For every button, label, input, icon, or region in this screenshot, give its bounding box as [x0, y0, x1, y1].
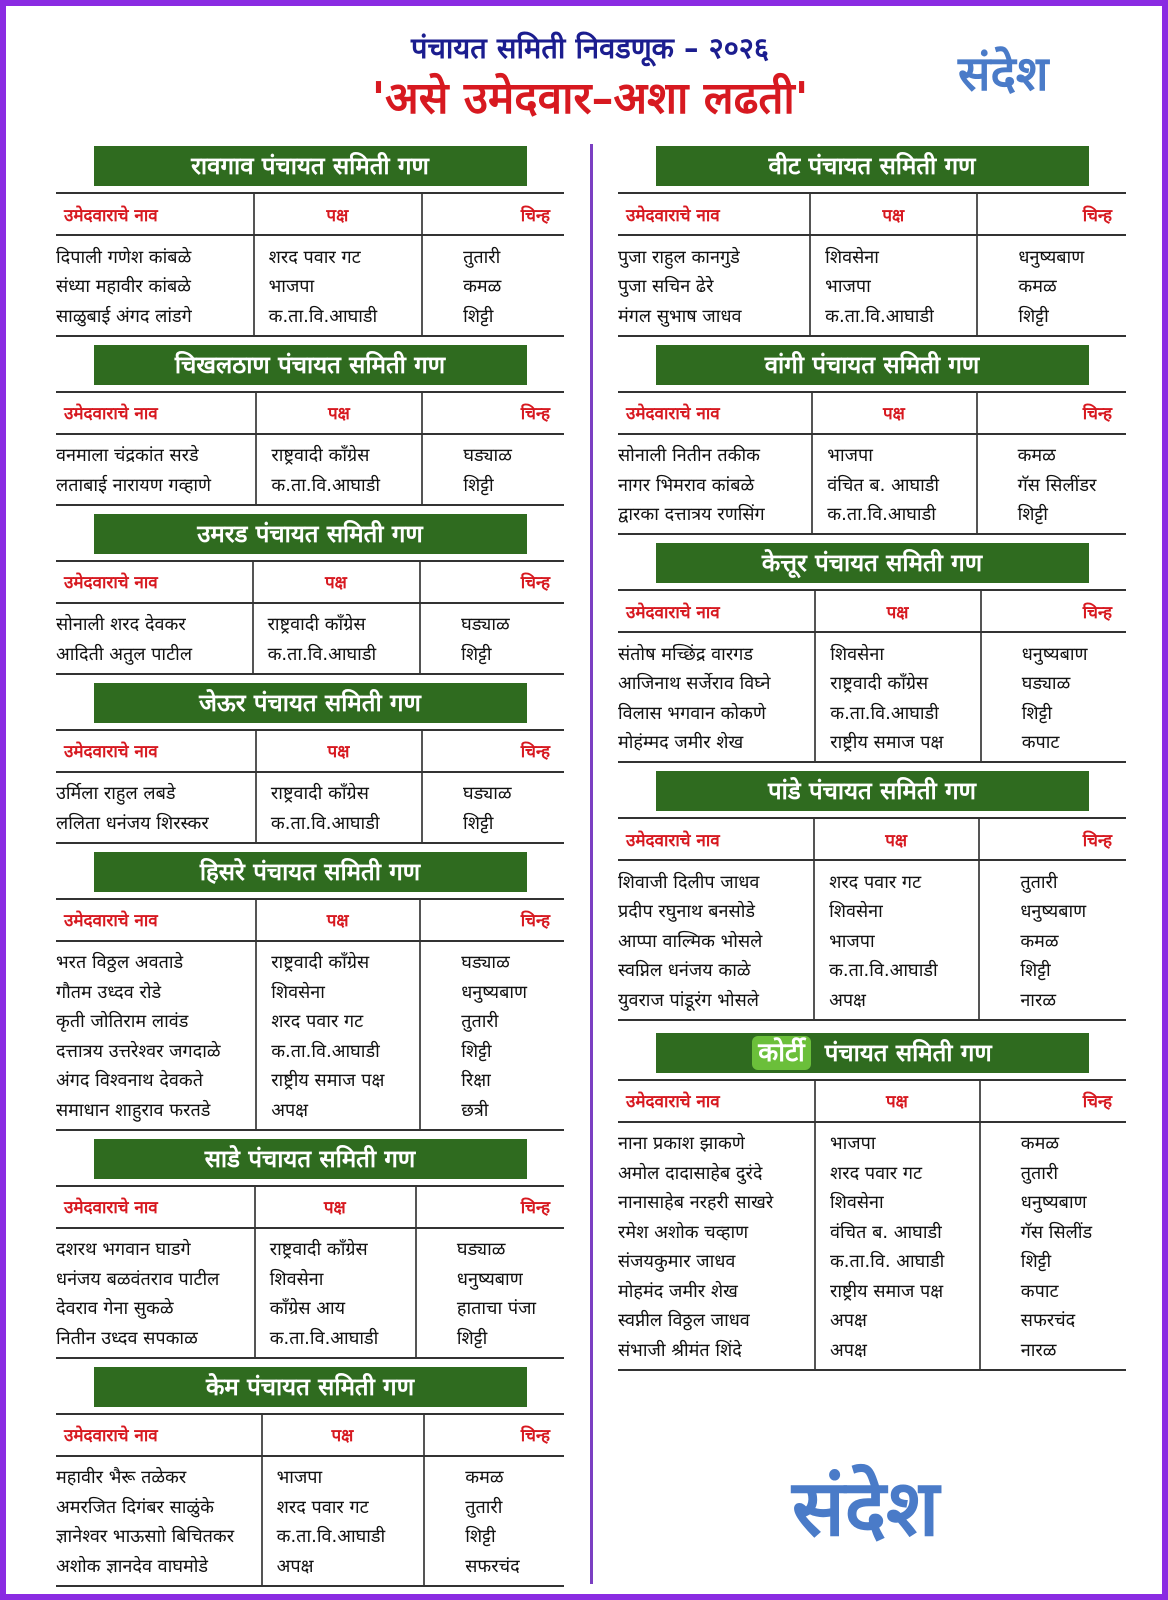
col-header-symbol: चिन्ह [980, 1080, 1126, 1122]
col-header-symbol: चिन्ह [977, 193, 1126, 235]
candidate-party: शिवसेना [815, 632, 980, 669]
constituency-section [56, 345, 564, 506]
candidate-symbol: घड्याळ [981, 669, 1126, 699]
table-row [618, 1188, 1126, 1218]
table-row [618, 956, 1126, 986]
candidate-symbol: धनुष्यबाण [979, 897, 1126, 927]
col-header-party: पक्ष [812, 392, 976, 434]
candidate-symbol: धनुष्यबाण [416, 1264, 564, 1294]
table-row [618, 1247, 1126, 1277]
candidate-table [56, 560, 564, 675]
header-title: 'असे उमेदवार–अशा लढती' [371, 73, 809, 124]
candidate-name: नाना प्रकाश झाकणे [618, 1133, 745, 1155]
col-header-symbol: चिन्ह [424, 1414, 564, 1456]
candidate-party: क.ता.वि.आघाडी [814, 956, 979, 986]
candidate-name: कृती जोतिराम लावंड [56, 1011, 189, 1033]
col-header-symbol: चिन्ह [422, 193, 564, 235]
candidate-name: आप्पा वाल्मिक भोसले [618, 930, 763, 952]
candidate-symbol: कपाट [981, 728, 1126, 763]
col-header-party: पक्ष [810, 193, 977, 235]
candidate-name: लताबाई नारायण गव्हाणे [56, 470, 256, 505]
col-header-name: उमेदवाराचे नाव [618, 193, 810, 235]
constituency-section [618, 146, 1126, 337]
col-header-party: पक्ष [255, 1186, 416, 1228]
candidate-symbol: कमळ [979, 926, 1126, 956]
col-header-symbol: चिन्ह [979, 818, 1126, 860]
table-row [56, 1323, 564, 1358]
candidate-symbol: तुतारी [979, 860, 1126, 897]
candidate-party: राष्ट्रवादी काँग्रेस [255, 1228, 416, 1265]
constituency-section [56, 683, 564, 844]
table-header [618, 1080, 1126, 1122]
candidate-name: सोनाली नितीन तकीक [618, 445, 760, 467]
col-header-name: उमेदवाराचे नाव [56, 1186, 255, 1228]
candidate-party: शरद पवार गट [815, 1158, 980, 1188]
candidate-name: अमोल दादासाहेब दुरंदे [618, 1162, 763, 1184]
candidate-symbol: छत्री [420, 1095, 564, 1130]
col-header-party: पक्ष [256, 730, 422, 772]
candidate-name: द्वारका दत्तात्रय रणसिंग [618, 500, 812, 535]
table-row [56, 639, 564, 674]
candidate-symbol: शिट्टी [420, 639, 564, 674]
candidate-party: भाजपा [254, 272, 422, 302]
candidate-name: ललिता धनंजय शिरस्कर [56, 808, 256, 843]
candidate-party: क.ता.वि.आघाडी [255, 1323, 416, 1358]
table-row [618, 669, 1126, 699]
candidate-party: शिवसेना [815, 1188, 980, 1218]
table-row [618, 1217, 1126, 1247]
candidate-party: क.ता.वि.आघाडी [256, 1036, 420, 1066]
candidate-symbol: शिट्टी [980, 1247, 1126, 1277]
col-header-name: उमेदवाराचे नाव [618, 392, 812, 434]
candidate-table [56, 898, 564, 1131]
candidate-symbol: धनुष्यबाण [980, 1188, 1126, 1218]
table-row [618, 1335, 1126, 1370]
candidate-party: वंचित ब. आघाडी [812, 470, 976, 500]
constituency-banner [94, 1367, 527, 1407]
candidate-party: काँग्रेस आय [255, 1294, 416, 1324]
candidate-symbol: सफरचंद [980, 1306, 1126, 1336]
candidate-party: अपक्ष [256, 1095, 420, 1130]
candidate-name: मोहमंद जमीर शेख [618, 1280, 738, 1302]
col-header-symbol: चिन्ह [977, 392, 1126, 434]
candidate-party: शरद पवार गट [256, 1007, 420, 1037]
constituency-banner [656, 1033, 1089, 1073]
candidate-table [56, 1413, 564, 1587]
table-row [618, 985, 1126, 1020]
table-header [56, 730, 564, 772]
constituency-banner [94, 852, 527, 892]
candidate-party: राष्ट्रीय समाज पक्ष [815, 728, 980, 763]
constituency-title: वांगी पंचायत समिती गण [764, 350, 980, 379]
constituency-banner [94, 146, 527, 186]
table-row [56, 1095, 564, 1130]
candidate-symbol: कमळ [424, 1456, 564, 1493]
col-header-party: पक्ष [256, 392, 422, 434]
constituency-title: पंचायत समिती गण [824, 1038, 992, 1067]
table-row [56, 1036, 564, 1066]
candidate-name: भरत विठ्ठल अवताडे [56, 952, 184, 974]
candidate-symbol: घड्याळ [416, 1228, 564, 1265]
candidate-party: शिवसेना [810, 235, 977, 272]
candidate-symbol: घड्याळ [422, 434, 564, 471]
candidate-party: राष्ट्रीय समाज पक्ष [815, 1276, 980, 1306]
constituency-banner [94, 345, 527, 385]
candidate-party: क.ता.वि.आघाडी [253, 639, 421, 674]
table-row [618, 272, 1126, 302]
col-header-party: पक्ष [256, 899, 420, 941]
col-header-name: उमेदवाराचे नाव [618, 818, 814, 860]
table-row [56, 301, 564, 336]
table-header [618, 193, 1126, 235]
candidate-symbol: शिट्टी [979, 956, 1126, 986]
constituency-title: वीट पंचायत समिती गण [768, 152, 976, 180]
constituency-section [618, 771, 1126, 1021]
candidate-party: शिवसेना [255, 1264, 416, 1294]
candidate-name: दशरथ भगवान घाडगे [56, 1239, 191, 1261]
constituency-banner [656, 146, 1089, 186]
candidate-symbol: घड्याळ [420, 941, 564, 978]
candidate-name: स्वप्नील विठ्ठल जाधव [618, 1310, 750, 1332]
candidate-party: भाजपा [815, 1122, 980, 1159]
right-column [618, 146, 1126, 1371]
table-row [618, 1306, 1126, 1336]
candidate-symbol: हाताचा पंजा [416, 1294, 564, 1324]
candidate-name: साळुबाई अंगद लांडगे [56, 301, 254, 336]
candidate-party: राष्ट्रवादी काँग्रेस [815, 669, 980, 699]
table-row [56, 1522, 564, 1552]
table-header [56, 561, 564, 603]
candidate-symbol: तुतारी [420, 1007, 564, 1037]
candidate-symbol: गॅस सिलींड [980, 1217, 1126, 1247]
candidate-symbol: तुतारी [424, 1492, 564, 1522]
table-row [56, 235, 564, 272]
candidate-party: क.ता.वि.आघाडी [256, 808, 422, 843]
candidate-symbol: कपाट [980, 1276, 1126, 1306]
candidate-name: दत्तात्रय उत्तरेश्वर जगदाळे [56, 1040, 221, 1062]
column-divider [590, 144, 593, 1584]
col-header-symbol: चिन्ह [422, 730, 564, 772]
table-row [56, 1551, 564, 1586]
table-header [56, 1414, 564, 1456]
candidate-party: अपक्ष [814, 985, 979, 1020]
sandesh-logo-top: संदेश [958, 46, 1049, 102]
candidate-symbol: नारळ [980, 1335, 1126, 1370]
col-header-name: उमेदवाराचे नाव [618, 1080, 815, 1122]
table-header [618, 818, 1126, 860]
col-header-party: पक्ष [814, 818, 979, 860]
table-header [56, 193, 564, 235]
candidate-party: राष्ट्रवादी काँग्रेस [256, 434, 422, 471]
candidate-name: संजयकुमार जाधव [618, 1251, 736, 1273]
candidate-name: शिवाजी दिलीप जाधव [618, 871, 760, 893]
candidate-name: स्वप्निल धनंजय काळे [618, 960, 751, 982]
col-header-party: पक्ष [253, 561, 421, 603]
candidate-name: युवराज पांडूरंग भोसले [618, 985, 814, 1020]
candidate-name: उर्मिला राहुल लबडे [56, 783, 176, 805]
candidate-party: अपक्ष [815, 1335, 980, 1370]
col-header-symbol: चिन्ह [416, 1186, 564, 1228]
table-row [618, 728, 1126, 763]
candidate-symbol: कमळ [977, 434, 1126, 471]
name-sticker: कोर्टी [752, 1036, 811, 1070]
candidate-name: पुजा सचिन ढेरे [618, 276, 714, 298]
candidate-table [618, 589, 1126, 763]
candidate-table [56, 729, 564, 844]
table-header [56, 1186, 564, 1228]
sandesh-logo-bottom: संदेश [792, 1463, 940, 1554]
table-row [618, 235, 1126, 272]
candidate-symbol: शिट्टी [977, 301, 1126, 336]
table-row [56, 470, 564, 505]
table-row [618, 1276, 1126, 1306]
left-column [56, 146, 564, 1587]
candidate-name: आजिनाथ सर्जेराव विघ्ने [618, 673, 771, 695]
candidate-name: मंगल सुभाष जाधव [618, 301, 810, 336]
constituency-banner [656, 771, 1089, 811]
candidate-party: राष्ट्रवादी काँग्रेस [256, 941, 420, 978]
table-row [56, 977, 564, 1007]
table-row [618, 926, 1126, 956]
candidate-party: अपक्ष [262, 1551, 425, 1586]
candidate-symbol: शिट्टी [422, 301, 564, 336]
candidate-name: गौतम उध्दव रोडे [56, 981, 162, 1003]
candidate-party: राष्ट्रवादी काँग्रेस [256, 772, 422, 809]
candidate-name: रमेश अशोक चव्हाण [618, 1221, 749, 1243]
candidate-party: भाजपा [814, 926, 979, 956]
candidate-name: धनंजय बळवंतराव पाटील [56, 1268, 220, 1290]
candidate-table [56, 391, 564, 506]
candidate-party: राष्ट्रीय समाज पक्ष [256, 1066, 420, 1096]
candidate-name: विलास भगवान कोकणे [618, 702, 766, 724]
candidate-party: वंचित ब. आघाडी [815, 1217, 980, 1247]
candidate-symbol: सफरचंद [424, 1551, 564, 1586]
col-header-name: उमेदवाराचे नाव [618, 590, 815, 632]
table-row [618, 1158, 1126, 1188]
col-header-party: पक्ष [815, 1080, 980, 1122]
constituency-title: चिखलठाण पंचायत समिती गण [174, 350, 446, 379]
candidate-symbol: धनुष्यबाण [981, 632, 1126, 669]
table-row [618, 860, 1126, 897]
candidate-party: राष्ट्रवादी काँग्रेस [253, 603, 421, 640]
candidate-name: देवराव गेना सुकळे [56, 1298, 174, 1320]
candidate-symbol: शिट्टी [420, 1036, 564, 1066]
table-row [56, 772, 564, 809]
constituency-title: केम पंचायत समिती गण [205, 1372, 415, 1401]
candidate-party: भाजपा [812, 434, 976, 471]
candidate-table [618, 1079, 1126, 1371]
constituency-title: जेऊर पंचायत समिती गण [199, 688, 421, 717]
col-header-symbol: चिन्ह [981, 590, 1126, 632]
col-header-name: उमेदवाराचे नाव [56, 730, 256, 772]
candidate-table [618, 192, 1126, 337]
constituency-banner [94, 1139, 527, 1179]
header-subtitle: पंचायत समिती निवडणूक – २०२६ [411, 31, 769, 65]
candidate-symbol: गॅस सिलींडर [977, 470, 1126, 500]
table-header [56, 899, 564, 941]
constituency-title: पांडे पंचायत समिती गण [768, 777, 976, 805]
candidate-name: अशोक ज्ञानदेव वाघमोडे [56, 1551, 262, 1586]
table-row [56, 1228, 564, 1265]
candidate-party: शिवसेना [256, 977, 420, 1007]
candidate-name: संतोष मच्छिंद्र वारगड [618, 643, 753, 665]
candidate-table [618, 391, 1126, 536]
col-header-party: पक्ष [254, 193, 422, 235]
constituency-section [56, 1367, 564, 1587]
candidate-party: शिवसेना [814, 897, 979, 927]
candidate-name: संध्या महावीर कांबळे [56, 276, 191, 298]
candidate-symbol: रिक्षा [420, 1066, 564, 1096]
col-header-symbol: चिन्ह [420, 899, 564, 941]
candidate-party: क.ता.वि.आघाडी [815, 698, 980, 728]
table-row [56, 1492, 564, 1522]
constituency-section [618, 543, 1126, 763]
table-row [56, 808, 564, 843]
candidate-symbol: तुतारी [980, 1158, 1126, 1188]
candidate-party: क.ता.वि.आघाडी [262, 1522, 425, 1552]
candidate-name: सोनाली शरद देवकर [56, 614, 186, 636]
candidate-name: पुजा राहुल कानगुडे [618, 246, 740, 268]
table-row [56, 1294, 564, 1324]
table-row [56, 272, 564, 302]
constituency-title: हिसरे पंचायत समिती गण [199, 857, 421, 886]
candidate-name: ज्ञानेश्वर भाऊसाो बिचितकर [56, 1526, 235, 1548]
candidate-party: क.ता.वि.आघाडी [256, 470, 422, 505]
col-header-name: उमेदवाराचे नाव [56, 193, 254, 235]
candidate-party: क.ता.वि.आघाडी [254, 301, 422, 336]
constituency-section [618, 1033, 1126, 1371]
candidate-symbol: कमळ [980, 1122, 1126, 1159]
candidate-symbol: घड्याळ [420, 603, 564, 640]
table-row [618, 698, 1126, 728]
constituency-title: केत्तूर पंचायत समिती गण [761, 549, 983, 577]
candidate-symbol: कमळ [422, 272, 564, 302]
candidate-name: दिपाली गणेश कांबळे [56, 246, 192, 268]
constituency-section [618, 345, 1126, 536]
candidate-party: भाजपा [262, 1456, 425, 1493]
table-header [618, 590, 1126, 632]
table-row [618, 500, 1126, 535]
col-header-symbol: चिन्ह [422, 392, 564, 434]
table-row [618, 897, 1126, 927]
candidate-table [56, 1185, 564, 1359]
candidate-party: अपक्ष [815, 1306, 980, 1336]
col-header-symbol: चिन्ह [420, 561, 564, 603]
candidate-name: अंगद विश्वनाथ देवकते [56, 1070, 204, 1092]
candidate-symbol: कमळ [977, 272, 1126, 302]
table-row [56, 1456, 564, 1493]
candidate-name: नागर भिमराव कांबळे [618, 474, 755, 496]
constituency-title: उमरड पंचायत समिती गण [197, 519, 423, 548]
candidate-party: क.ता.वि.आघाडी [812, 500, 976, 535]
candidate-symbol: शिट्टी [424, 1522, 564, 1552]
constituency-banner [656, 543, 1089, 583]
constituency-section [56, 146, 564, 337]
table-row [56, 603, 564, 640]
table-row [56, 434, 564, 471]
candidate-name: अमरजित दिगंबर साळुंके [56, 1496, 214, 1518]
constituency-title: साडे पंचायत समिती गण [204, 1144, 416, 1173]
table-row [618, 301, 1126, 336]
constituency-section [56, 1139, 564, 1359]
table-row [618, 1122, 1126, 1159]
candidate-party: शरद पवार गट [814, 860, 979, 897]
candidate-symbol: नारळ [979, 985, 1126, 1020]
candidate-name: नितीन उध्दव सपकाळ [56, 1323, 255, 1358]
table-header [56, 392, 564, 434]
candidate-party: शरद पवार गट [254, 235, 422, 272]
candidate-name: वनमाला चंद्रकांत सरडे [56, 445, 199, 467]
candidate-name: महावीर भैरू तळेकर [56, 1467, 187, 1489]
col-header-name: उमेदवाराचे नाव [56, 899, 256, 941]
candidate-symbol: तुतारी [422, 235, 564, 272]
candidate-party: शरद पवार गट [262, 1492, 425, 1522]
candidate-symbol: शिट्टी [981, 698, 1126, 728]
table-header [618, 392, 1126, 434]
candidate-symbol: शिट्टी [977, 500, 1126, 535]
candidate-symbol: धनुष्यबाण [977, 235, 1126, 272]
candidate-name: संभाजी श्रीमंत शिंदे [618, 1335, 815, 1370]
col-header-party: पक्ष [815, 590, 980, 632]
constituency-title: रावगाव पंचायत समिती गण [191, 152, 429, 180]
col-header-name: उमेदवाराचे नाव [56, 1414, 262, 1456]
constituency-section [56, 514, 564, 675]
candidate-party: भाजपा [810, 272, 977, 302]
candidate-symbol: धनुष्यबाण [420, 977, 564, 1007]
candidate-name: आदिती अतुल पाटील [56, 639, 253, 674]
candidate-name: मोहंम्मद जमीर शेख [618, 728, 815, 763]
table-row [618, 434, 1126, 471]
candidate-name: प्रदीप रघुनाथ बनसोडे [618, 901, 756, 923]
constituency-banner [94, 683, 527, 723]
table-row [618, 632, 1126, 669]
candidate-table [56, 192, 564, 337]
table-row [56, 1007, 564, 1037]
candidate-party: क.ता.वि.आघाडी [810, 301, 977, 336]
table-row [56, 1066, 564, 1096]
constituency-banner [656, 345, 1089, 385]
constituency-section [56, 852, 564, 1131]
candidate-party: क.ता.वि. आघाडी [815, 1247, 980, 1277]
col-header-party: पक्ष [262, 1414, 425, 1456]
col-header-name: उमेदवाराचे नाव [56, 561, 253, 603]
candidate-name: समाधान शाहुराव फरतडे [56, 1095, 256, 1130]
table-row [618, 470, 1126, 500]
table-row [56, 941, 564, 978]
col-header-name: उमेदवाराचे नाव [56, 392, 256, 434]
candidate-symbol: शिट्टी [422, 470, 564, 505]
candidate-symbol: घड्याळ [422, 772, 564, 809]
candidate-symbol: शिट्टी [422, 808, 564, 843]
candidate-table [618, 817, 1126, 1021]
candidate-name: नानासाहेब नरहरी साखरे [618, 1192, 774, 1214]
table-row [56, 1264, 564, 1294]
candidate-symbol: शिट्टी [416, 1323, 564, 1358]
constituency-banner [94, 514, 527, 554]
